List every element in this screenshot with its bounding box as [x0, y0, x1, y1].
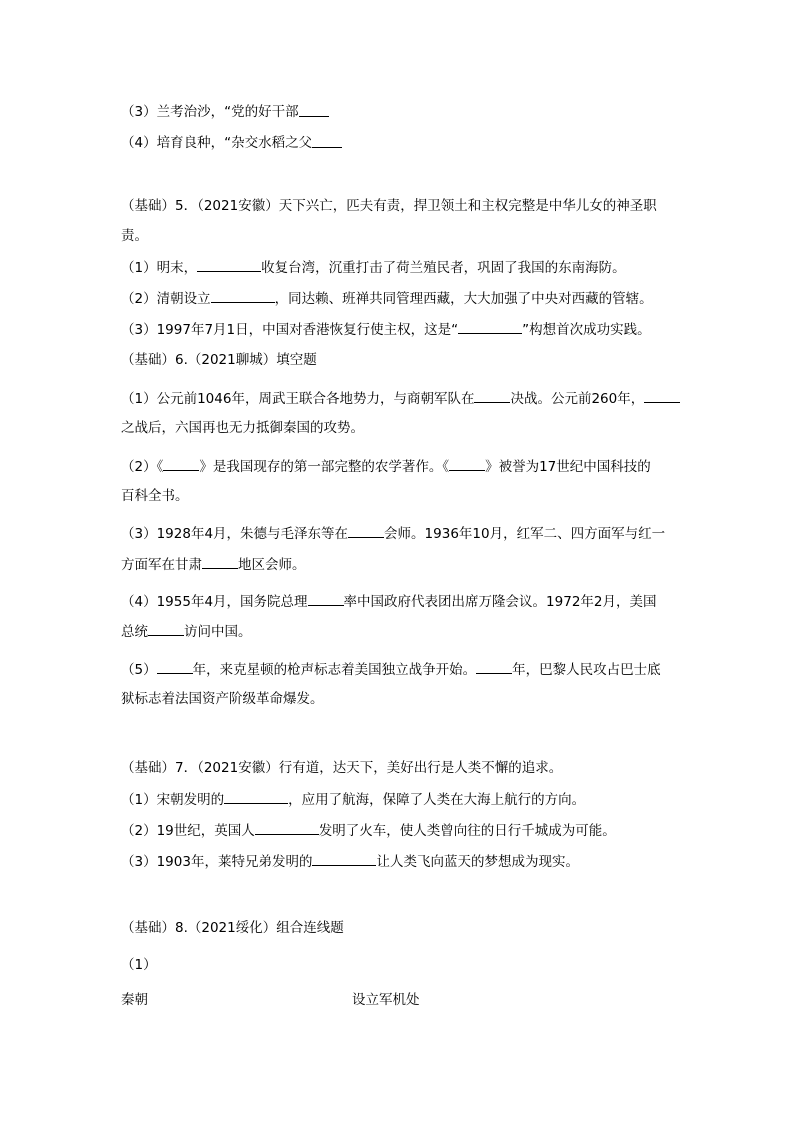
q5-item-3: （3）1997年7月1日，中国对香港恢复行使主权，这是“ ”构想首次成功实践。	[121, 319, 651, 340]
q5-stem: （基础）5．（2021安徽）天下兴亡，匹夫有责，捍卫领土和主权完整是中华儿女的神圣职	[121, 198, 657, 214]
answer-blank[interactable]	[197, 257, 261, 272]
q6-item-3-cont: 方面军在甘肃 地区会师。	[121, 554, 306, 575]
q8-sub-1: （1）	[121, 957, 157, 973]
answer-blank[interactable]	[308, 591, 344, 606]
q6-item-1: （1）公元前1046年，周武王联合各地势力，与商朝军队在 决战。公元前260年，	[121, 388, 680, 409]
q7-item-2: （2）19世纪，英国人 发明了火车，使人类曾向往的日行千城成为可能。	[121, 820, 616, 841]
q7-stem: （基础）7．（2021安徽）行有道，达天下，美好出行是人类不懈的追求。	[121, 760, 563, 776]
answer-blank[interactable]	[476, 659, 512, 674]
q6-item-2: （2）《 》是我国现存的第一部完整的农学著作。《 》被誉为17世纪中国科技的	[121, 456, 651, 477]
answer-blank[interactable]	[224, 789, 288, 804]
answer-blank[interactable]	[148, 621, 184, 636]
q5-item-2: （2）清朝设立 ，同达赖、班禅共同管理西藏，大大加强了中央对西藏的管辖。	[121, 288, 653, 309]
answer-blank[interactable]	[449, 456, 485, 471]
answer-blank[interactable]	[163, 456, 199, 471]
answer-blank[interactable]	[644, 388, 680, 403]
q7-item-3: （3）1903年，莱特兄弟发明的 让人类飞向蓝天的梦想成为现实。	[121, 851, 579, 872]
q6-item-5: （5） 年，来克星顿的枪声标志着美国独立战争开始。 年，巴黎人民攻占巴士底	[121, 659, 661, 680]
q7-item-1: （1）宋朝发明的 ，应用了航海，保障了人类在大海上航行的方向。	[121, 789, 585, 810]
q6-item-3: （3）1928年4月，朱德与毛泽东等在 会师。1936年10月，红军二、四方面军与红一	[121, 523, 665, 544]
q5-item-1: （1）明末， 收复台湾，沉重打击了荷兰殖民者，巩固了我国的东南海防。	[121, 257, 626, 278]
q6-item-4-cont: 总统 访问中国。	[121, 621, 252, 642]
q6-item-5-cont: 狱标志着法国资产阶级革命爆发。	[121, 691, 324, 707]
q5-stem-cont: 责。	[121, 228, 148, 244]
answer-blank[interactable]	[202, 554, 238, 569]
answer-blank[interactable]	[255, 820, 319, 835]
answer-blank[interactable]	[458, 319, 522, 334]
q8-match-left-1[interactable]: 秦朝	[121, 992, 148, 1008]
answer-blank[interactable]	[474, 388, 510, 403]
q6-item-2-cont: 百科全书。	[121, 488, 189, 504]
q6-item-4: （4）1955年4月，国务院总理 率中国政府代表团出席万隆会议。1972年2月，美国	[121, 591, 657, 612]
q8-stem: （基础）8.（2021绥化）组合连线题	[121, 920, 344, 936]
answer-blank[interactable]	[211, 288, 275, 303]
answer-blank[interactable]	[348, 523, 384, 538]
q4-item-4: （4）培育良种，“杂交水稻之父	[121, 133, 342, 153]
answer-blank[interactable]	[157, 659, 193, 674]
answer-blank[interactable]	[312, 851, 376, 866]
q4-item-3: （3）兰考治沙，“党的好干部	[121, 102, 329, 122]
q6-item-1-cont: 之战后，六国再也无力抵御秦国的攻势。	[121, 420, 364, 436]
q8-match-right-1[interactable]: 设立军机处	[352, 992, 420, 1008]
q6-stem: （基础）6.（2021聊城）填空题	[121, 352, 317, 368]
